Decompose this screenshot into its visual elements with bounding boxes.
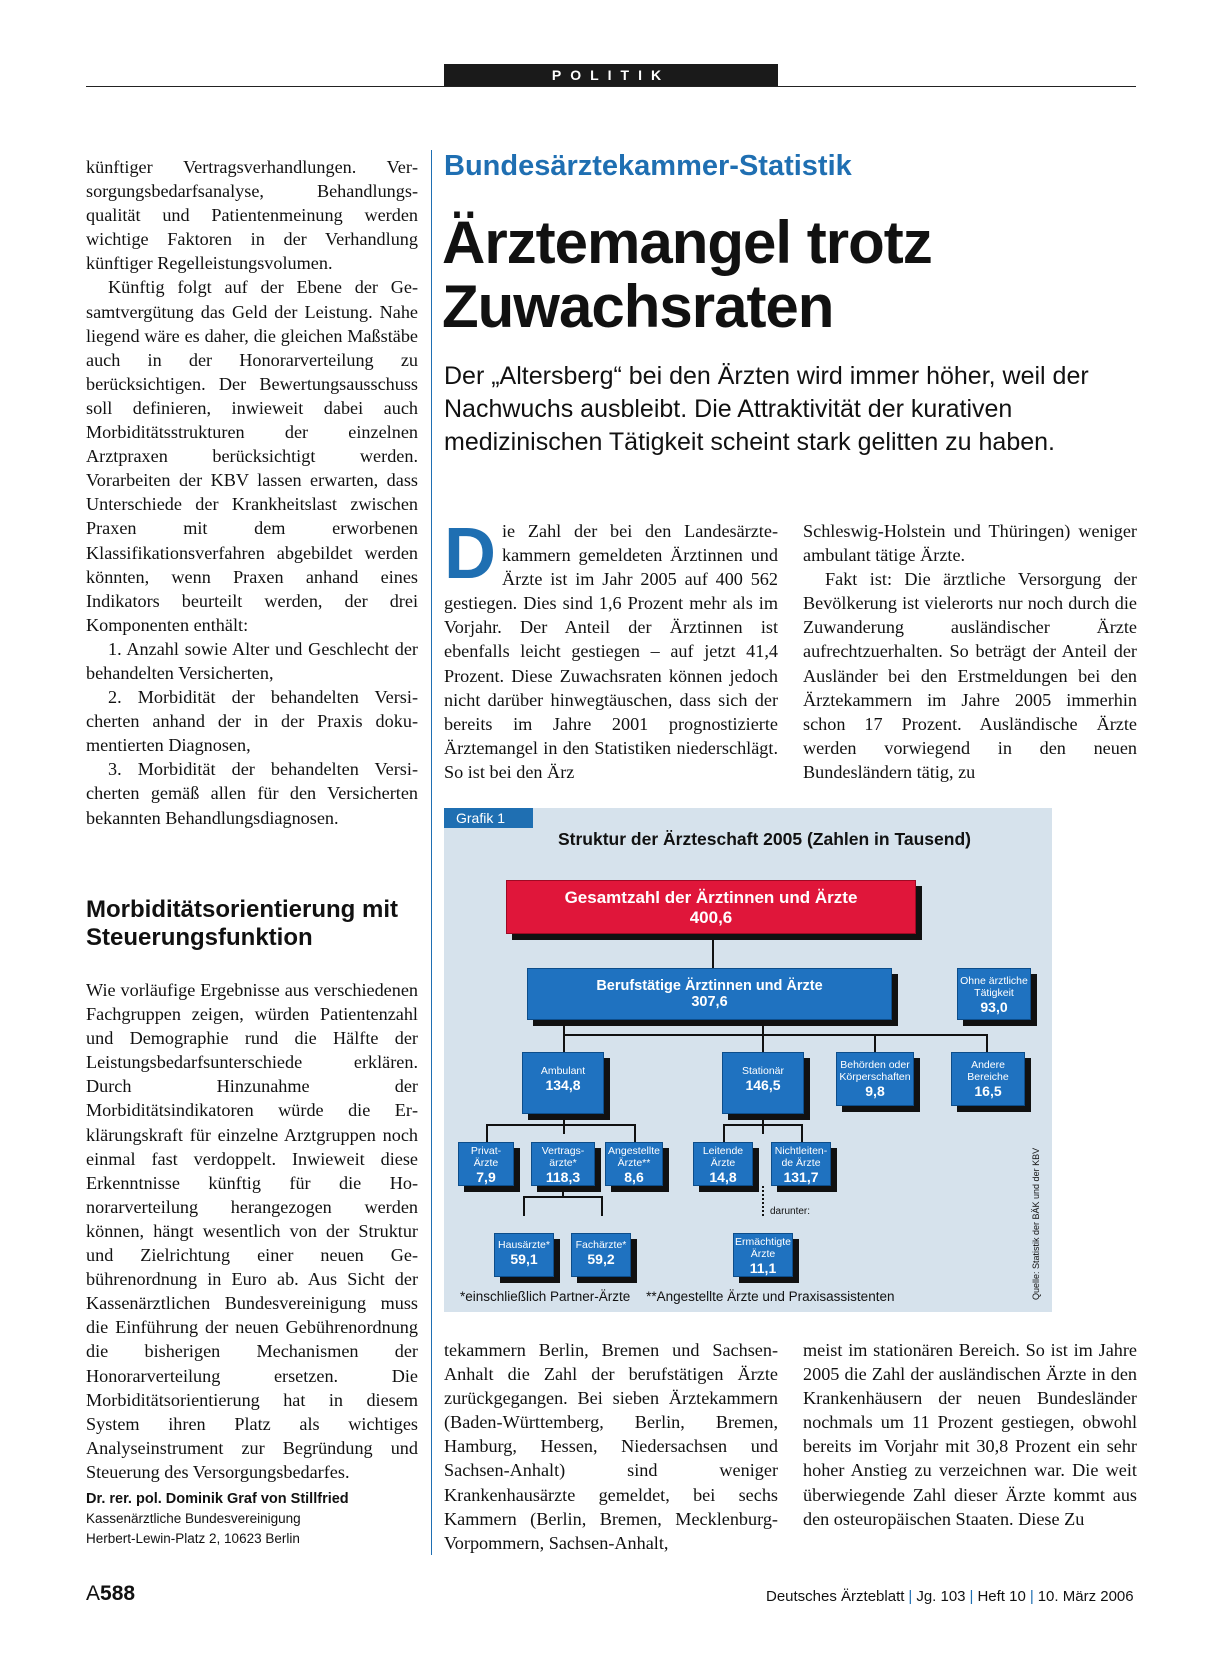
footer-separator: | bbox=[969, 1588, 974, 1605]
journal-volume: Jg. 103 bbox=[916, 1588, 966, 1605]
connector bbox=[562, 1186, 564, 1198]
box-value: 307,6 bbox=[691, 994, 728, 1010]
list-item: 2. Morbidität der behandelten Versicherten anhand der in der Praxis dokumentierten Diagnosen, bbox=[86, 687, 418, 756]
connector bbox=[874, 1034, 876, 1054]
connector bbox=[563, 1020, 565, 1054]
left-subheading: Morbiditätsorientierung mit Steuerungsfunktion bbox=[86, 896, 398, 951]
connector bbox=[723, 1124, 803, 1126]
box-behoerden bbox=[836, 1052, 914, 1106]
left-paragraph: künftiger Vertragsverhandlungen. Versorgungsbedarfsanalyse, Behandlungsqualität und Patientenmeinung werden wichtige Faktoren in der Verhandlung künftiger Regelleistungsvolumen. bbox=[86, 157, 418, 274]
article-col2-bottom: meist im stationären Bereich. So ist im Jahre 2005 die Zahl der ausländischen Ärzte in den Krankenhäusern der neuen Bundesländer nochmals um 11 Prozent gestiegen, obwohl bereits im Vorjahr mit 30,8 Prozent ein sehr hoher Anstieg zu verzeichnen war. Die weit überwiegende Zahl dieser Ärzte kommt aus den osteuropäischen Staaten. Diese Zu bbox=[803, 1340, 1137, 1529]
connector bbox=[523, 1196, 525, 1216]
box-label: Berufstätige Ärztinnen und Ärzte bbox=[596, 978, 823, 994]
box-value: 131,7 bbox=[783, 1169, 819, 1185]
footer-separator: | bbox=[908, 1588, 913, 1605]
article-text: Fakt ist: Die ärztliche Versorgung der Bevölkerung ist vielerorts nur noch durch die Zuwanderung ausländischer Ärzte aufrechtzuerhalten. So beträgt der Anteil der Ausländer bei den Erstmeldungen bei den Ärztekammern im Jahre 2005 immerhin schon 17 Prozent. Ausländische Ärzte werden vorwiegend in den neuen Bundesländern tätig, zu bbox=[803, 569, 1137, 782]
figure-note-2: **Angestellte Ärzte und Praxisassistenten bbox=[646, 1289, 895, 1304]
box-label: Andere Bereiche bbox=[967, 1059, 1009, 1083]
left-paragraph: Künftig folgt auf der Ebene der Gesamtvergütung das Geld der Leistung. Nahe liegend wäre es daher, die gleichen Maßstäbe auch in der Honorarverteilung zu berücksichtigen. Der Bewertungsausschuss soll definieren, inwieweit dabei auch Morbiditätsstrukturen der einzelnen Arztpraxen berücksichtigt werden. Vorarbeiten der KBV lassen erwarten, dass Unterschiede der Krankheitslast zwischen Praxen mit dem erworbenen Klassifikationsverfahren abgebildet werden könnten, wenn Praxen anhand eines Indikators beurteilt werden, der drei Komponenten enthält: bbox=[86, 277, 418, 635]
box-value: 7,9 bbox=[476, 1169, 496, 1185]
article-col1-bottom: tekammern Berlin, Bremen und Sachsen-Anhalt die Zahl der berufstätigen Ärzte zurückgegangen. Bei sieben Ärztekammern (Baden-Württemberg, Berlin, Bremen, Hamburg, Hessen, Niedersachsen und Sachsen-Anhalt) sind weniger Krankenhausärzte gemeldet, bei sechs Kammern (Berlin, Bremen, Mecklenburg-Vorpommern, Sachsen-Anhalt, bbox=[444, 1340, 778, 1553]
box-value: 9,8 bbox=[865, 1083, 885, 1099]
figure-title: Struktur der Ärzteschaft 2005 (Zahlen in Tausend) bbox=[558, 829, 971, 849]
journal-date: 10. März 2006 bbox=[1037, 1588, 1134, 1605]
box-fachaerzte bbox=[571, 1233, 631, 1277]
headline-line-2: Zuwachsraten bbox=[442, 273, 834, 340]
box-label: Ermächtigte Ärzte bbox=[734, 1236, 792, 1260]
box-ohne-taetigkeit bbox=[957, 968, 1031, 1020]
box-gesamt bbox=[506, 880, 916, 934]
box-value: 59,2 bbox=[587, 1251, 615, 1267]
box-berufstaetig bbox=[527, 968, 892, 1020]
box-value: 8,6 bbox=[624, 1169, 644, 1185]
article-text: Schleswig-Holstein und Thüringen) weniger ambulant tätige Ärzte. bbox=[803, 521, 1137, 566]
article-lead: Der „Altersberg“ bei den Ärzten wird immer höher, weil der Nachwuchs ausbleibt. Die Attraktivität der kurativen medizinischen Tätigkeit scheint stark gelitten zu haben. bbox=[444, 362, 1089, 456]
figure-note bbox=[460, 1289, 894, 1304]
connector bbox=[801, 1124, 803, 1144]
author-org: Kassenärztliche Bundesvereinigung bbox=[86, 1511, 301, 1526]
box-label: Stationär bbox=[741, 1065, 785, 1077]
footer-citation bbox=[766, 1588, 1134, 1605]
box-label: Leitende Ärzte bbox=[702, 1145, 744, 1169]
connector bbox=[762, 1020, 764, 1054]
figure-note-1: *einschließlich Partner-Ärzte bbox=[460, 1289, 631, 1304]
dropcap: D bbox=[444, 514, 496, 594]
box-label: Privat-Ärzte bbox=[470, 1145, 502, 1169]
box-leitend bbox=[693, 1142, 753, 1186]
figure-source: Quelle: Statistik der BÄK und der KBV bbox=[1031, 1147, 1041, 1300]
page-number bbox=[86, 1582, 135, 1606]
box-label: Hausärzte* bbox=[498, 1239, 550, 1251]
box-privat bbox=[458, 1142, 514, 1186]
headline-line-1: Ärztemangel trotz bbox=[442, 209, 932, 276]
left-column bbox=[86, 155, 418, 830]
box-label: Gesamtzahl der Ärztinnen und Ärzte bbox=[564, 888, 858, 907]
darunter-label: darunter: bbox=[770, 1206, 811, 1217]
box-label: Fachärzte* bbox=[575, 1239, 627, 1251]
list-item: 3. Morbidität der behandelten Versicherten gemäß allen für den Versicherten bekannten Behandlungsdiagnosen. bbox=[86, 759, 418, 828]
connector bbox=[712, 933, 714, 969]
figure-tag: Grafik 1 bbox=[444, 808, 533, 828]
article-kicker: Bundesärztekammer-Statistik bbox=[444, 150, 852, 182]
author-block bbox=[86, 1489, 418, 1549]
box-label: Ohne ärztliche Tätigkeit bbox=[960, 975, 1028, 999]
connector bbox=[986, 1034, 988, 1054]
box-ambulant bbox=[522, 1052, 604, 1114]
left-paragraph-after: Wie vorläufige Ergebnisse aus verschiedenen Fachgruppen zeigen, würden Patientenzahl und Demographie rund die Hälfte der Leistungsbedarfsunterschiede erklären. Durch Hinzunahme der Morbiditätsindikatoren würde die Erklärungskraft für einzelne Arztgruppen noch einmal fast verdoppelt. Inwieweit diese Erkenntnisse künftig für die Honorarverteilung herangezogen werden können, hängt wesentlich von der Struktur und Zielrichtung einer neuen Gebührenordnung in Euro ab. Aus Sicht der Kassenärztlichen Bundesvereinigung muss die Einführung der neuen Gebührenordnung die bisherigen Mechanismen der Honorarverteilung ersetzen. Die Morbiditätsorientierung hat in diesem System ihren Platz als wichtiges Analyseinstrument zur Begründung und Steuerung des Versorgungsbedarfes. bbox=[86, 980, 418, 1482]
box-value: 16,5 bbox=[974, 1083, 1002, 1099]
connector bbox=[723, 1124, 725, 1144]
list-item: 1. Anzahl sowie Alter und Geschlecht der behandelten Versicherten, bbox=[86, 638, 418, 683]
box-andere bbox=[951, 1052, 1025, 1106]
box-vertrag bbox=[531, 1142, 595, 1186]
connector bbox=[486, 1124, 488, 1144]
box-label: Vertrags-ärzte* bbox=[541, 1145, 585, 1169]
author-address: Herbert-Lewin-Platz 2, 10623 Berlin bbox=[86, 1531, 300, 1546]
box-stationaer bbox=[722, 1052, 804, 1114]
box-label: Angestellte Ärzte** bbox=[608, 1145, 660, 1169]
page-number-value: 588 bbox=[100, 1582, 136, 1605]
box-hausaerzte bbox=[494, 1233, 554, 1277]
author-name: Dr. rer. pol. Dominik Graf von Stillfried bbox=[86, 1491, 349, 1507]
connector bbox=[486, 1124, 636, 1126]
box-label: Nichtleiten-de Ärzte bbox=[774, 1145, 828, 1169]
box-label: Behörden oder Körperschaften bbox=[839, 1059, 911, 1083]
article-text: ie Zahl der bei den Landesärztekammern gemeldeten Ärztinnen und Ärzte ist im Jahr 2005 auf 400 562 gestiegen. Dies sind 1,6 Prozent mehr als im Vorjahr. Der Anteil der Ärztinnen ist ebenfalls leicht gestiegen – auf jetzt 41,4 Prozent. Diese Zuwachsraten können jedoch nicht darüber hinwegtäuschen, dass sich der bereits im Jahre 2001 prognostizierte Ärztemangel in den Statistiken niederschlägt. So ist bei den Ärz bbox=[444, 521, 778, 782]
connector bbox=[563, 1034, 988, 1036]
column-divider bbox=[431, 150, 432, 1555]
article-col1-top bbox=[444, 514, 778, 784]
box-value: 11,1 bbox=[749, 1260, 777, 1276]
article-col2-top bbox=[803, 519, 1137, 784]
box-value: 93,0 bbox=[980, 999, 1008, 1015]
box-value: 146,5 bbox=[745, 1077, 781, 1093]
connector bbox=[762, 1186, 765, 1216]
box-value: 14,8 bbox=[709, 1169, 737, 1185]
page-prefix: A bbox=[86, 1582, 101, 1605]
connector bbox=[601, 1196, 603, 1216]
box-value: 134,8 bbox=[545, 1077, 581, 1093]
footer-separator: | bbox=[1029, 1588, 1034, 1605]
journal-name: Deutsches Ärzteblatt bbox=[766, 1588, 905, 1605]
connector bbox=[634, 1124, 636, 1144]
header-rule bbox=[86, 86, 1136, 87]
box-nichtleitend bbox=[771, 1142, 831, 1186]
box-angestellt bbox=[605, 1142, 663, 1186]
section-label: POLITIK bbox=[444, 64, 778, 86]
box-value: 118,3 bbox=[545, 1169, 581, 1185]
box-value: 59,1 bbox=[510, 1251, 538, 1267]
box-ermaechtigt bbox=[733, 1233, 793, 1277]
box-value: 400,6 bbox=[689, 908, 733, 927]
article-headline bbox=[442, 211, 1082, 339]
box-label: Ambulant bbox=[540, 1065, 586, 1077]
journal-issue: Heft 10 bbox=[977, 1588, 1026, 1605]
